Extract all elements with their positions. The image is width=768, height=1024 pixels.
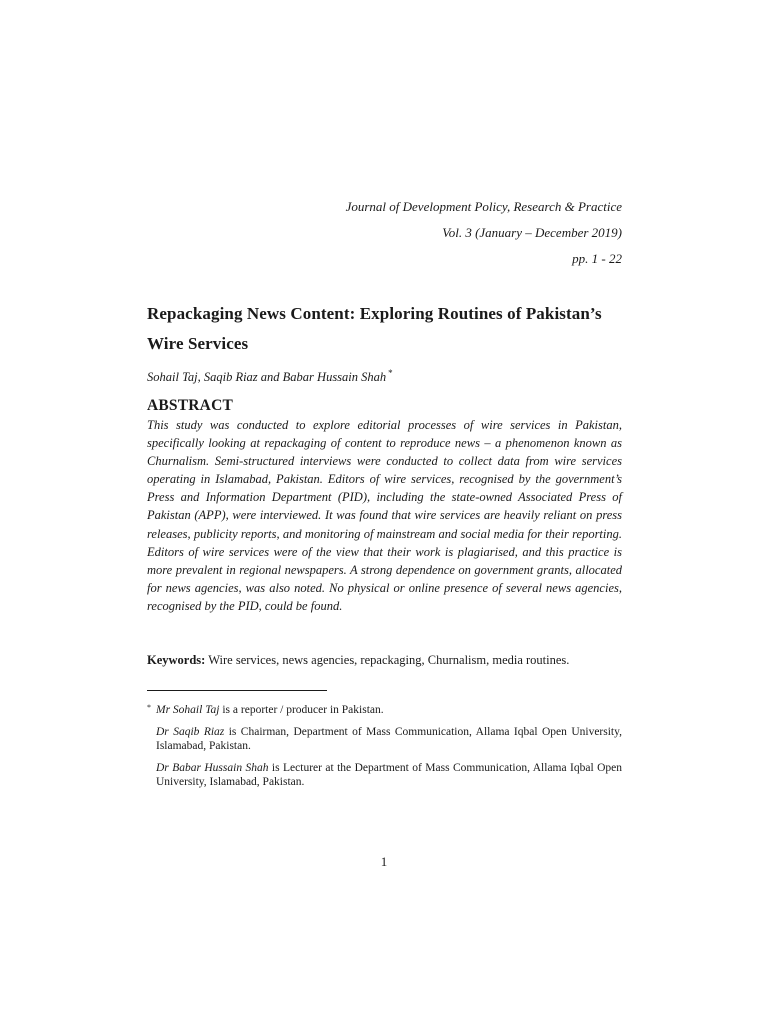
journal-volume: Vol. 3 (January – December 2019) [442,225,622,240]
footnote-mark: * [147,703,151,712]
author-footnote-mark: * [388,368,393,378]
footnote-3-text: is Lecturer at the Department of Mass Communication, Allama Iqbal Open University, Islamabad, Pakistan. [156,762,622,788]
footnote-3-name: Dr Babar Hussain Shah [156,762,269,775]
journal-header [346,194,622,272]
keywords [147,651,627,669]
footnote-1-name: Mr Sohail Taj [156,704,220,716]
keywords-text: Wire services, news agencies, repackaging, Churnalism, media routines. [205,653,570,667]
page-number: 1 [380,854,388,869]
keywords-label: Keywords: [147,653,206,667]
abstract-text: This study was conducted to explore editorial processes of wire services in Pakistan, specifically looking at repackaging of content to reproduce news – a phenomenon known as Churnalism. Semi-structured interviews were conducted to collect data from wire services operating in Islamabad, Pakistan. Editors of wire services, recognised by the government’s Press and Information Department (PID), including the state-owned Associated Press of Pakistan (APP), were interviewed. It was found that wire services are heavily reliant on press releases, publicity reports, and monitoring of mainstream and social media for their reporting. Editors of wire services were of the view that their work is plagiarised, and this practice is more prevalent in regional newspapers. A strong dependence on government grants, allocated for news agencies, was also noted. No physical or online presence of several news agencies, recognised by the PID, could be found. [147,418,622,613]
abstract-heading: ABSTRACT [147,397,234,414]
footnote-1 [147,704,622,717]
footnotes [147,704,622,798]
footnote-1-text: is a reporter / producer in Pakistan. [219,704,384,716]
journal-name: Journal of Development Policy, Research & Practice [345,199,622,214]
footnote-2-name: Dr Saqib Riaz [156,726,225,739]
article-title: Repackaging News Content: Exploring Routines of Pakistan’s Wire Services [147,304,602,353]
journal-pages: pp. 1 - 22 [572,251,622,266]
footnote-3 [147,762,622,789]
author-names: Sohail Taj, Saqib Riaz and Babar Hussain Shah [147,370,387,385]
footnote-2 [147,726,622,753]
footnote-divider [147,690,327,691]
footnote-2-text: is Chairman, Department of Mass Communication, Allama Iqbal Open University, Islamabad, Pakistan. [156,726,622,752]
article-authors [147,364,393,386]
